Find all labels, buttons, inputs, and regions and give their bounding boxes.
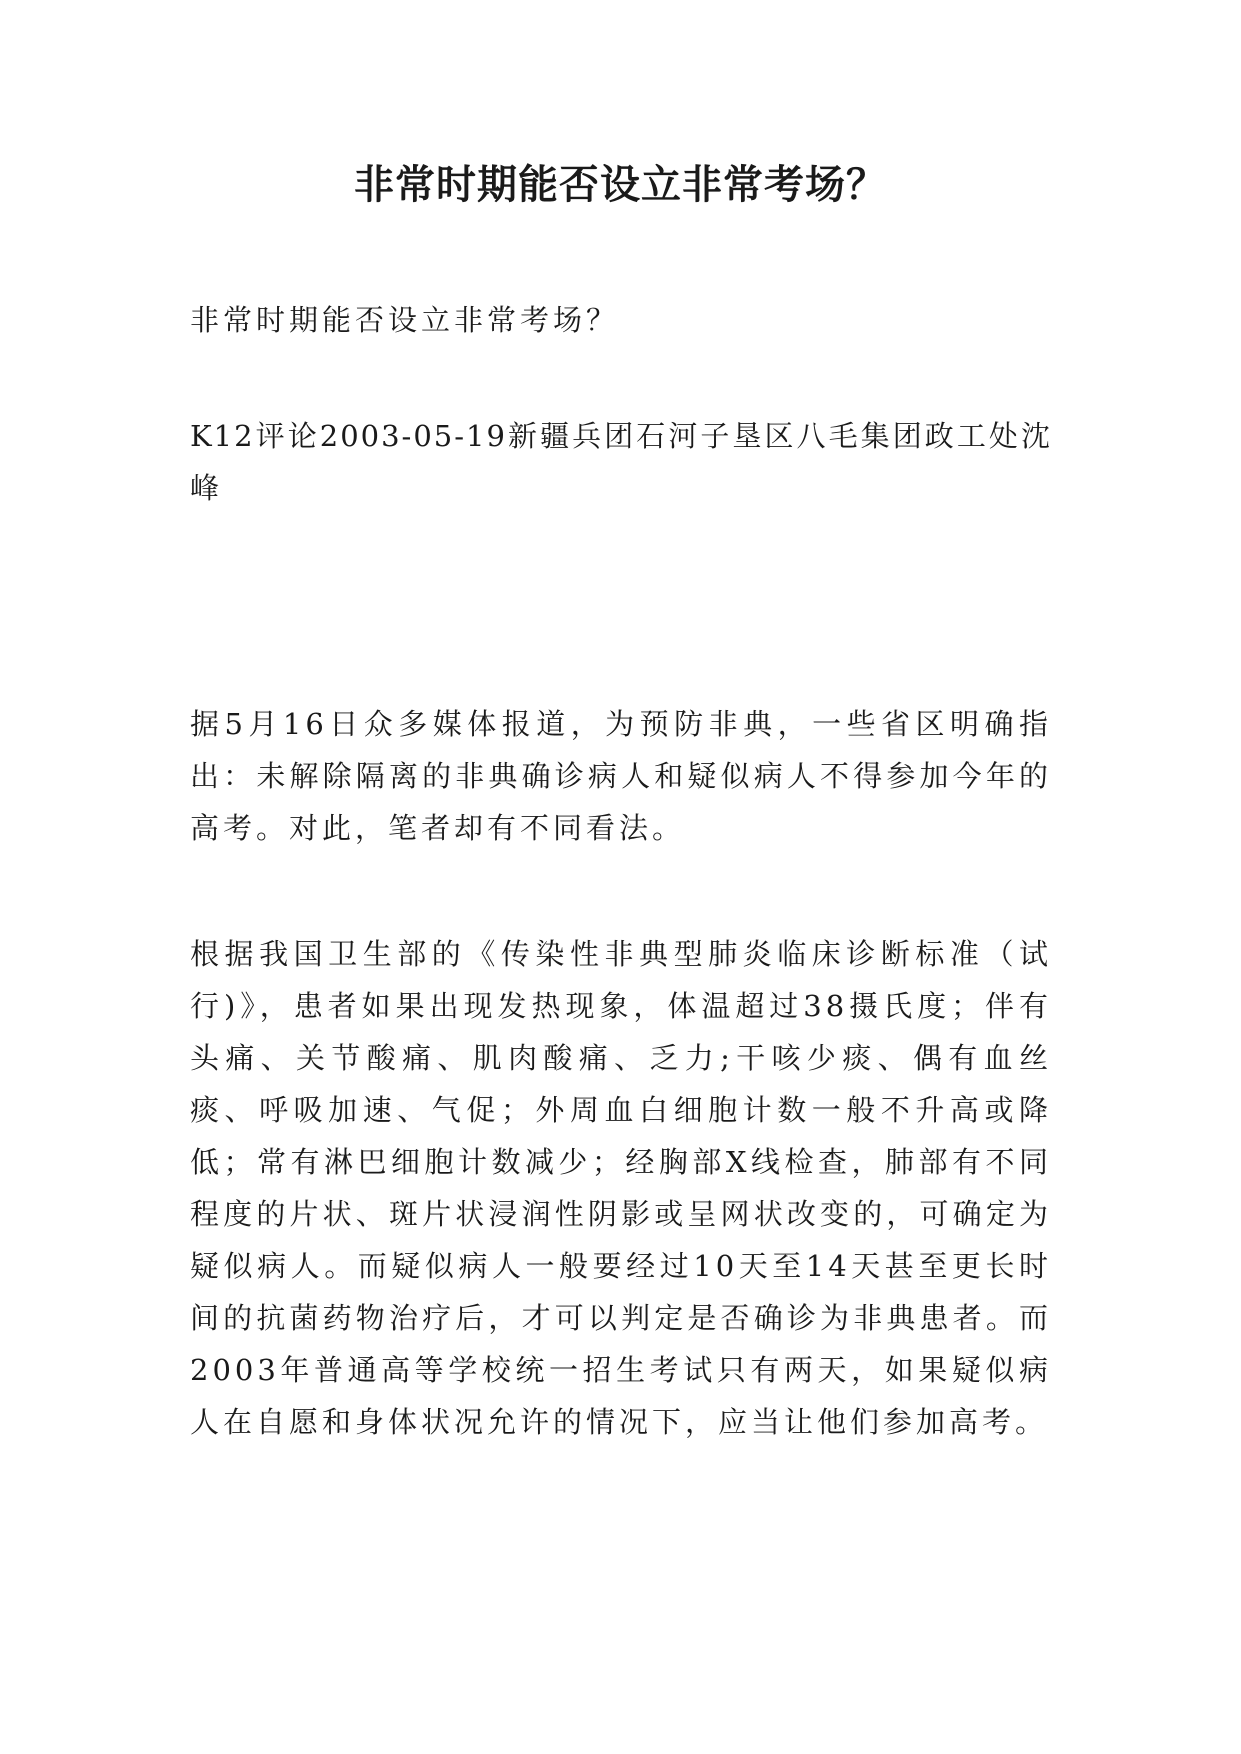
document-subtitle: 非常时期能否设立非常考场？ (190, 303, 620, 337)
document-title: 非常时期能否设立非常考场？ (354, 161, 887, 208)
body-paragraph-2: 根据我国卫生部的《传染性非典型肺炎临床诊断标准（试行)》，患者如果出现发热现象，体温超过38摄氏度；伴有头痛、关节酸痛、肌肉酸痛、乏力;干咳少痰、偶有血丝痰、呼吸加速、气促；外周血白细胞计数一般不升高或降低；常有淋巴细胞计数减少；经胸部X线检查，肺部有不同程度的片状、斑片状浸润性阴影或呈网状改变的，可确定为疑似病人。而疑似病人一般要经过10天至14天甚至更长时间的抗菌药物治疗后，才可以判定是否确诊为非典患者。而2003年普通高等学校统一招生考试只有两天，如果疑似病人在自愿和身体状况允许的情况下，应当让他们参加高考。 (190, 937, 1052, 1439)
document-byline: K12评论2003-05-19新疆兵团石河子垦区八毛集团政工处沈峰 (190, 419, 1052, 505)
body-paragraph-1: 据5月16日众多媒体报道，为预防非典，一些省区明确指出：未解除隔离的非典确诊病人和疑似病人不得参加今年的高考。对此，笔者却有不同看法。 (190, 707, 1052, 845)
